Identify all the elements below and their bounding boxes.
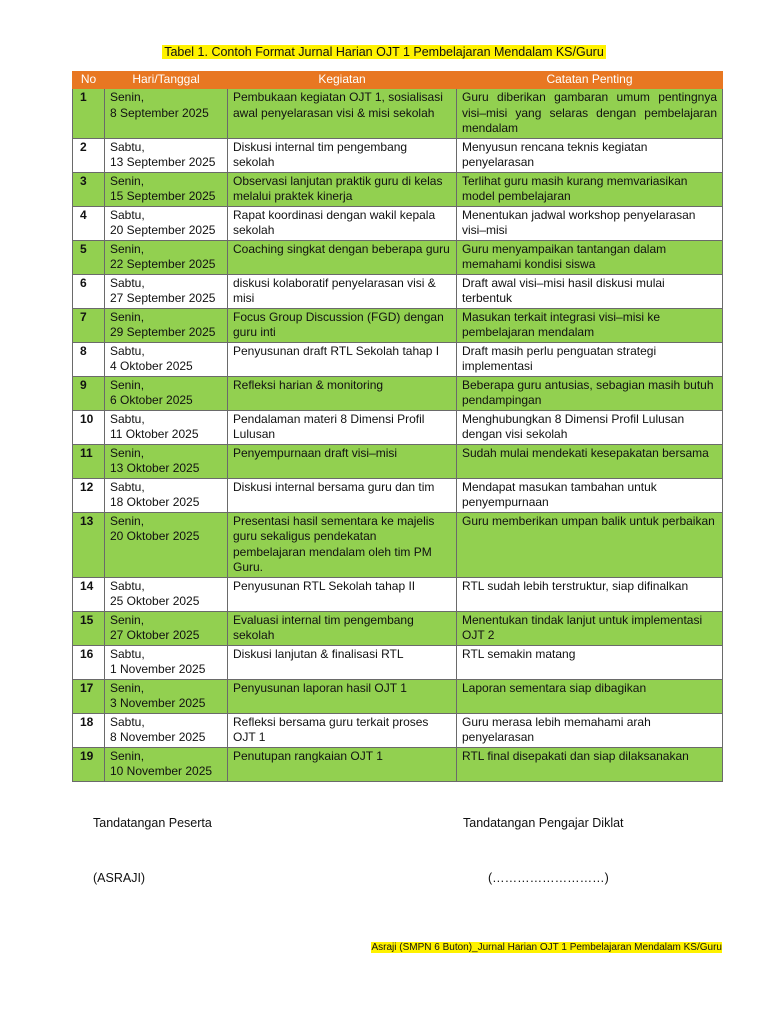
row-day: Senin, bbox=[110, 90, 145, 104]
row-number: 1 bbox=[73, 89, 105, 139]
table-row bbox=[73, 512, 723, 577]
row-number: 16 bbox=[73, 645, 105, 679]
row-date: 4 Oktober 2025 bbox=[110, 359, 193, 373]
row-number: 2 bbox=[73, 138, 105, 172]
row-number: 12 bbox=[73, 478, 105, 512]
table-row bbox=[73, 274, 723, 308]
table-row bbox=[73, 747, 723, 781]
row-number: 9 bbox=[73, 376, 105, 410]
row-date-cell bbox=[105, 138, 228, 172]
table-row bbox=[73, 679, 723, 713]
table-row bbox=[73, 342, 723, 376]
signature-participant-name: (ASRAJI) bbox=[93, 871, 146, 885]
row-kegiatan: Penyusunan RTL Sekolah tahap II bbox=[228, 577, 457, 611]
row-day: Senin, bbox=[110, 173, 145, 188]
row-number: 17 bbox=[73, 679, 105, 713]
row-kegiatan: Presentasi hasil sementara ke majelis guru sekaligus pendekatan pembelajaran mendalam oleh tim PM Guru. bbox=[228, 512, 457, 577]
row-day: Sabtu, bbox=[110, 411, 145, 426]
row-day: Senin, bbox=[110, 241, 145, 256]
signature-instructor-label: Tandatangan Pengajar Diklat bbox=[463, 816, 624, 830]
row-date-cell bbox=[105, 172, 228, 206]
row-number: 11 bbox=[73, 444, 105, 478]
row-catatan: RTL semakin matang bbox=[457, 645, 723, 679]
table-row bbox=[73, 206, 723, 240]
row-number: 8 bbox=[73, 342, 105, 376]
table-row bbox=[73, 577, 723, 611]
row-date: 8 September 2025 bbox=[110, 105, 209, 120]
signature-participant-label: Tandatangan Peserta bbox=[93, 816, 212, 830]
row-day: Senin, bbox=[110, 445, 145, 460]
row-date: 27 September 2025 bbox=[110, 291, 216, 305]
table-row bbox=[73, 645, 723, 679]
document-title bbox=[0, 44, 768, 60]
row-date: 18 Oktober 2025 bbox=[110, 495, 200, 509]
signature-instructor-name: (………………………) bbox=[488, 871, 609, 885]
row-kegiatan: diskusi kolaboratif penyelarasan visi & misi bbox=[228, 274, 457, 308]
row-catatan: Beberapa guru antusias, sebagian masih butuh pendampingan bbox=[457, 376, 723, 410]
row-date-cell bbox=[105, 713, 228, 747]
row-kegiatan: Coaching singkat dengan beberapa guru bbox=[228, 240, 457, 274]
row-date: 25 Oktober 2025 bbox=[110, 594, 200, 608]
row-date: 8 November 2025 bbox=[110, 730, 206, 744]
row-kegiatan: Refleksi harian & monitoring bbox=[228, 376, 457, 410]
row-day: Sabtu, bbox=[110, 275, 145, 290]
row-catatan: Menentukan jadwal workshop penyelarasan visi–misi bbox=[457, 206, 723, 240]
row-date: 29 September 2025 bbox=[110, 325, 216, 339]
row-kegiatan: Penutupan rangkaian OJT 1 bbox=[228, 747, 457, 781]
row-kegiatan: Diskusi internal tim pengembang sekolah bbox=[228, 138, 457, 172]
row-date-cell bbox=[105, 410, 228, 444]
row-catatan: Laporan sementara siap dibagikan bbox=[457, 679, 723, 713]
row-date: 10 November 2025 bbox=[110, 764, 213, 778]
row-number: 4 bbox=[73, 206, 105, 240]
row-date-cell bbox=[105, 376, 228, 410]
row-date-cell bbox=[105, 206, 228, 240]
row-date-cell bbox=[105, 89, 228, 139]
row-number: 13 bbox=[73, 512, 105, 577]
row-date: 22 September 2025 bbox=[110, 257, 216, 271]
row-catatan: Guru memberikan umpan balik untuk perbaikan bbox=[457, 512, 723, 577]
header-kegiatan: Kegiatan bbox=[228, 72, 457, 89]
row-kegiatan: Diskusi internal bersama guru dan tim bbox=[228, 478, 457, 512]
table-row bbox=[73, 478, 723, 512]
table-row bbox=[73, 444, 723, 478]
row-number: 18 bbox=[73, 713, 105, 747]
row-kegiatan: Rapat koordinasi dengan wakil kepala sekolah bbox=[228, 206, 457, 240]
row-day: Senin, bbox=[110, 513, 145, 528]
row-date: 27 Oktober 2025 bbox=[110, 628, 200, 642]
row-catatan: Draft masih perlu penguatan strategi implementasi bbox=[457, 342, 723, 376]
row-date: 6 Oktober 2025 bbox=[110, 393, 193, 407]
table-row bbox=[73, 172, 723, 206]
row-date-cell bbox=[105, 274, 228, 308]
page-footer bbox=[371, 942, 722, 954]
row-catatan: RTL sudah lebih terstruktur, siap difinalkan bbox=[457, 577, 723, 611]
row-day: Senin, bbox=[110, 612, 145, 627]
table-row bbox=[73, 611, 723, 645]
row-catatan: Masukan terkait integrasi visi–misi ke pembelajaran mendalam bbox=[457, 308, 723, 342]
row-kegiatan: Evaluasi internal tim pengembang sekolah bbox=[228, 611, 457, 645]
row-kegiatan: Penyempurnaan draft visi–misi bbox=[228, 444, 457, 478]
table-header-row bbox=[73, 72, 723, 89]
table-row bbox=[73, 89, 723, 139]
row-day: Sabtu, bbox=[110, 646, 145, 661]
row-date-cell bbox=[105, 645, 228, 679]
row-day: Sabtu, bbox=[110, 578, 145, 593]
row-catatan: Terlihat guru masih kurang memvariasikan model pembelajaran bbox=[457, 172, 723, 206]
row-day: Sabtu, bbox=[110, 343, 145, 358]
row-catatan: Guru merasa lebih memahami arah penyelarasan bbox=[457, 713, 723, 747]
table-row bbox=[73, 410, 723, 444]
row-number: 5 bbox=[73, 240, 105, 274]
document-title-text: Tabel 1. Contoh Format Jurnal Harian OJT 1 Pembelajaran Mendalam KS/Guru bbox=[164, 45, 604, 59]
row-catatan: Menghubungkan 8 Dimensi Profil Lulusan dengan visi sekolah bbox=[457, 410, 723, 444]
row-date-cell bbox=[105, 308, 228, 342]
row-day: Senin, bbox=[110, 377, 145, 392]
row-kegiatan: Diskusi lanjutan & finalisasi RTL bbox=[228, 645, 457, 679]
row-day: Senin, bbox=[110, 680, 145, 695]
row-day: Sabtu, bbox=[110, 479, 145, 494]
row-kegiatan: Penyusunan laporan hasil OJT 1 bbox=[228, 679, 457, 713]
row-day: Sabtu, bbox=[110, 714, 145, 729]
row-date: 1 November 2025 bbox=[110, 662, 206, 676]
row-date-cell bbox=[105, 747, 228, 781]
row-day: Sabtu, bbox=[110, 207, 145, 222]
row-catatan: Guru diberikan gambaran umum pentingnya visi–misi yang selaras dengan pembelajaran mendalam bbox=[457, 89, 723, 139]
page-footer-text: Asraji (SMPN 6 Buton)_Jurnal Harian OJT 1 Pembelajaran Mendalam KS/Guru bbox=[371, 942, 722, 953]
row-day: Sabtu, bbox=[110, 139, 145, 154]
row-date-cell bbox=[105, 444, 228, 478]
row-kegiatan: Observasi lanjutan praktik guru di kelas melalui praktek kinerja bbox=[228, 172, 457, 206]
row-date-cell bbox=[105, 478, 228, 512]
row-kegiatan: Pembukaan kegiatan OJT 1, sosialisasi awal penyelarasan visi & misi sekolah bbox=[228, 89, 457, 139]
row-catatan: Menentukan tindak lanjut untuk implementasi OJT 2 bbox=[457, 611, 723, 645]
row-date: 20 September 2025 bbox=[110, 223, 216, 237]
row-date-cell bbox=[105, 679, 228, 713]
row-date-cell bbox=[105, 611, 228, 645]
row-date-cell bbox=[105, 240, 228, 274]
header-catatan-penting: Catatan Penting bbox=[457, 72, 723, 89]
row-number: 10 bbox=[73, 410, 105, 444]
row-date: 11 Oktober 2025 bbox=[110, 427, 199, 441]
row-catatan: RTL final disepakati dan siap dilaksanakan bbox=[457, 747, 723, 781]
table-body bbox=[73, 89, 723, 782]
header-no: No bbox=[73, 72, 105, 89]
row-date: 13 Oktober 2025 bbox=[110, 461, 200, 475]
row-catatan: Sudah mulai mendekati kesepakatan bersama bbox=[457, 444, 723, 478]
row-date: 3 November 2025 bbox=[110, 696, 206, 710]
row-number: 6 bbox=[73, 274, 105, 308]
row-number: 7 bbox=[73, 308, 105, 342]
row-number: 14 bbox=[73, 577, 105, 611]
row-catatan: Menyusun rencana teknis kegiatan penyelarasan bbox=[457, 138, 723, 172]
row-day: Senin, bbox=[110, 748, 145, 763]
row-date-cell bbox=[105, 342, 228, 376]
table-row bbox=[73, 376, 723, 410]
table-row bbox=[73, 713, 723, 747]
row-number: 19 bbox=[73, 747, 105, 781]
row-catatan: Mendapat masukan tambahan untuk penyempurnaan bbox=[457, 478, 723, 512]
journal-table bbox=[72, 71, 723, 782]
row-kegiatan: Focus Group Discussion (FGD) dengan guru inti bbox=[228, 308, 457, 342]
table-row bbox=[73, 138, 723, 172]
row-catatan: Guru menyampaikan tantangan dalam memahami kondisi siswa bbox=[457, 240, 723, 274]
row-day: Senin, bbox=[110, 309, 145, 324]
row-number: 3 bbox=[73, 172, 105, 206]
row-date: 15 September 2025 bbox=[110, 189, 216, 203]
header-hari-tanggal: Hari/Tanggal bbox=[105, 72, 228, 89]
table-row bbox=[73, 308, 723, 342]
row-date-cell bbox=[105, 577, 228, 611]
row-date-cell bbox=[105, 512, 228, 577]
row-kegiatan: Pendalaman materi 8 Dimensi Profil Lulusan bbox=[228, 410, 457, 444]
row-date: 13 September 2025 bbox=[110, 155, 216, 169]
row-date: 20 Oktober 2025 bbox=[110, 529, 200, 543]
table-row bbox=[73, 240, 723, 274]
row-catatan: Draft awal visi–misi hasil diskusi mulai terbentuk bbox=[457, 274, 723, 308]
row-number: 15 bbox=[73, 611, 105, 645]
row-kegiatan: Penyusunan draft RTL Sekolah tahap I bbox=[228, 342, 457, 376]
row-kegiatan: Refleksi bersama guru terkait proses OJT 1 bbox=[228, 713, 457, 747]
